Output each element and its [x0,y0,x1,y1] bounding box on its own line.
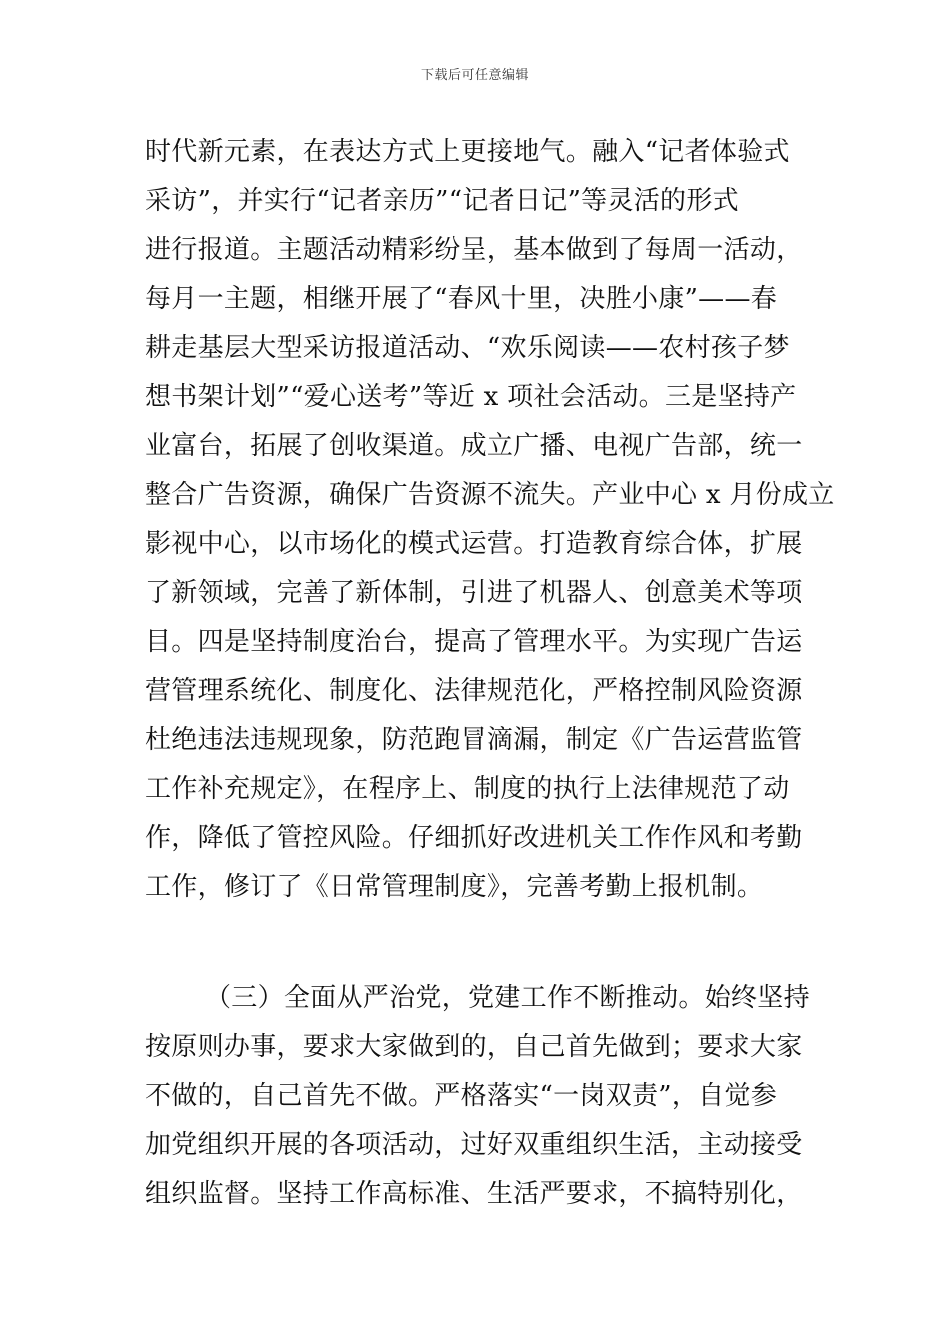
text-line: 作，降低了管控风险。仔细抓好改进机关工作作风和考勤 [145,823,803,853]
text-line: 进行报道。主题活动精彩纷呈，基本做到了每周一活动， [145,235,803,265]
text-line: 想书架计划”“爱心送考”等近 x 项社会活动。三是坚持产 [145,382,797,412]
text-line: 工作，修订了《日常管理制度》，完善考勤上报机制。 [145,872,764,902]
text-line: 采访”，并实行“记者亲历”“记者日记”等灵活的形式 [145,186,739,216]
page-header-note: 下载后可任意编辑 [420,68,529,83]
paragraph-party-building [145,974,825,1219]
text-line: 业富台，拓展了创收渠道。成立广播、电视广告部，统一 [145,431,803,461]
paragraph-work-summary [145,128,835,912]
text-line: 杜绝违法违规现象，防范跑冒滴漏，制定《广告运营监管 [145,725,803,755]
text-line: 按原则办事，要求大家做到的，自己首先做到；要求大家 [145,1032,803,1062]
text-line: 耕走基层大型采访报道活动、“欢乐阅读——农村孩子梦 [145,333,790,363]
text-line: 加党组织开展的各项活动，过好双重组织生活，主动接受 [145,1130,803,1160]
text-line: 不做的，自己首先不做。严格落实“一岗双责”，自觉参 [145,1081,778,1111]
text-line-indented: （三）全面从严治党，党建工作不断推动。始终坚持 [205,983,810,1013]
text-line: 时代新元素，在表达方式上更接地气。融入“记者体验式 [145,137,790,167]
text-line: 整合广告资源，确保广告资源不流失。产业中心 x 月份成立 [145,480,835,510]
text-line: 影视中心，以市场化的模式运营。打造教育综合体，扩展 [145,529,803,559]
text-line: 营管理系统化、制度化、法律规范化，严格控制风险资源 [145,676,803,706]
text-line: 每月一主题，相继开展了“春风十里，决胜小康”——春 [145,284,778,314]
text-line: 工作补充规定》，在程序上、制度的执行上法律规范了动 [145,774,790,804]
text-line: 了新领域，完善了新体制，引进了机器人、创意美术等项 [145,578,803,608]
text-line: 目。四是坚持制度治台，提高了管理水平。为实现广告运 [145,627,803,657]
text-line: 组织监督。坚持工作高标准、生活严要求，不搞特别化， [145,1179,803,1209]
